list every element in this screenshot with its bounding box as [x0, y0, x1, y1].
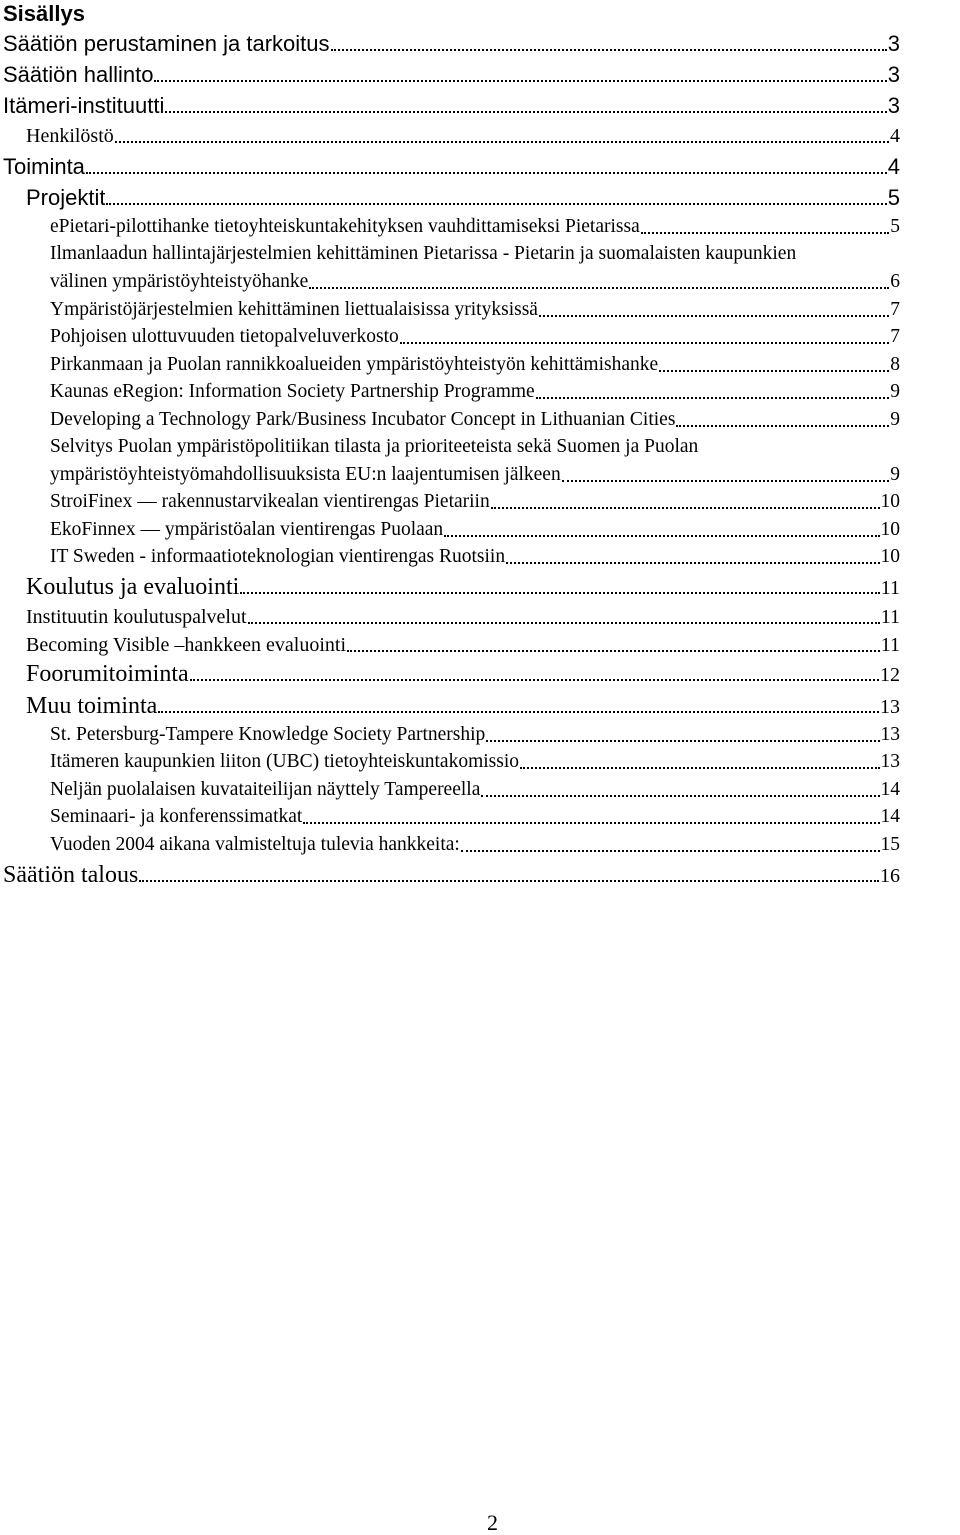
- toc-entry[interactable]: [26, 692, 900, 720]
- toc-entry-page: 13: [880, 751, 900, 772]
- toc-entry-page: 12: [880, 664, 900, 686]
- toc-entry[interactable]: [50, 296, 900, 324]
- toc-entry-page: 4: [887, 154, 900, 179]
- dot-leader: [481, 794, 879, 797]
- toc-entry-text: EkoFinnex — ympäristöalan vientirengas Puolaan: [50, 519, 444, 540]
- dot-leader: [154, 79, 886, 82]
- toc-entry-text: Projektit: [26, 185, 106, 210]
- dot-leader: [331, 48, 887, 51]
- toc-entry-text: Pohjoisen ulottuvuuden tietopalveluverkosto: [50, 326, 399, 347]
- toc-entry[interactable]: [26, 184, 900, 212]
- toc-entry-page: 13: [880, 724, 900, 745]
- toc-entry[interactable]: [50, 461, 900, 489]
- toc-entry-page: 5: [887, 185, 900, 210]
- toc-entry-text: StroiFinex — rakennustarvikealan vientirengas Pietariin: [50, 491, 490, 512]
- dot-leader: [190, 678, 879, 681]
- dot-leader: [139, 879, 879, 882]
- toc-entry-page: 15: [880, 834, 900, 855]
- toc-entry[interactable]: [26, 631, 900, 659]
- toc-entry[interactable]: [3, 30, 900, 58]
- toc-entry-text: Pirkanmaan ja Puolan rannikkoalueiden ympäristöyhteistyön kehittämishanke: [50, 354, 659, 375]
- toc-entry-text: Muu toiminta: [26, 693, 158, 719]
- dot-leader: [309, 286, 889, 289]
- toc-entry-text: IT Sweden - informaatioteknologian vientirengas Ruotsiin: [50, 546, 506, 567]
- toc-entry-page: 10: [880, 519, 900, 540]
- toc-entry[interactable]: [50, 268, 900, 296]
- toc-entry[interactable]: [3, 861, 900, 889]
- toc-entry-page: 3: [887, 93, 900, 118]
- toc-entry-page: 9: [890, 381, 900, 402]
- toc-entry[interactable]: [50, 516, 900, 544]
- toc-entry-text: ympäristöyhteistyömahdollisuuksista EU:n laajentumisen jälkeen: [50, 464, 561, 485]
- toc-entry-text: Toiminta: [3, 154, 85, 179]
- dot-leader: [461, 849, 880, 852]
- toc-entry-text: St. Petersburg-Tampere Knowledge Society Partnership: [50, 724, 486, 745]
- toc-entry-text: Säätiön hallinto: [3, 62, 154, 87]
- toc-entry-text: ePietari-pilottihanke tietoyhteiskuntakehityksen vauhdittamiseksi Pietarissa: [50, 216, 640, 237]
- toc-entry-page: 7: [890, 326, 900, 347]
- dot-leader: [562, 479, 890, 482]
- toc-entry-page: 9: [890, 409, 900, 430]
- toc-entry-text-line1: Ilmanlaadun hallintajärjestelmien kehittäminen Pietarissa - Pietarin ja suomalaisten kaupunkien: [50, 243, 797, 264]
- dot-leader: [303, 821, 879, 824]
- toc-entry-page: 11: [880, 634, 900, 656]
- toc-entry[interactable]: [50, 831, 900, 859]
- toc-entry[interactable]: [50, 776, 900, 804]
- toc-entry[interactable]: [3, 92, 900, 120]
- toc-entry-text: Säätiön talous: [3, 862, 139, 888]
- toc-entry-text: Foorumitoiminta: [26, 661, 189, 687]
- toc-entry-text: Itämeren kaupunkien liiton (UBC) tietoyhteiskuntakomissio: [50, 751, 520, 772]
- toc-entry-page: 9: [890, 464, 900, 485]
- toc-entry-page: 11: [880, 606, 900, 628]
- toc-entry-page: 5: [890, 216, 900, 237]
- dot-leader: [520, 766, 879, 769]
- dot-leader: [491, 506, 880, 509]
- toc-entry[interactable]: [50, 406, 900, 434]
- dot-leader: [248, 621, 880, 624]
- toc-entry[interactable]: [50, 378, 900, 406]
- toc-entry[interactable]: [50, 803, 900, 831]
- toc-entry[interactable]: [50, 721, 900, 749]
- dot-leader: [240, 591, 879, 594]
- toc-entry[interactable]: [26, 660, 900, 688]
- toc-entry-page: 13: [880, 696, 900, 718]
- dot-leader: [539, 314, 889, 317]
- toc-entry-text: Itämeri-instituutti: [3, 93, 165, 118]
- dot-leader: [676, 424, 889, 427]
- toc-entry[interactable]: [26, 573, 900, 601]
- toc-entry-page: 3: [887, 31, 900, 56]
- toc-entry-page: 10: [880, 546, 900, 567]
- toc-entry[interactable]: [50, 323, 900, 351]
- toc-entry-text: Becoming Visible –hankkeen evaluointi: [26, 634, 347, 656]
- dot-leader: [506, 561, 879, 564]
- toc-entry[interactable]: [26, 603, 900, 631]
- dot-leader: [115, 140, 889, 143]
- dot-leader: [536, 396, 890, 399]
- toc-entry-text: Instituutin koulutuspalvelut: [26, 606, 247, 628]
- toc-entry-page: 3: [887, 62, 900, 87]
- dot-leader: [486, 739, 879, 742]
- toc-entry[interactable]: [26, 122, 900, 150]
- toc-entry-text: Kaunas eRegion: Information Society Partnership Programme: [50, 381, 535, 402]
- toc-entry[interactable]: [3, 153, 900, 181]
- toc-entry-page: 4: [890, 125, 900, 147]
- toc-entry[interactable]: [3, 61, 900, 89]
- dot-leader: [641, 231, 889, 234]
- toc-entry-page: 14: [880, 779, 900, 800]
- toc-entry-text: välinen ympäristöyhteistyöhanke: [50, 271, 309, 292]
- dot-leader: [165, 110, 886, 113]
- toc-entry-page: 6: [890, 271, 900, 292]
- toc-entry-text: Neljän puolalaisen kuvataiteilijan näyttely Tampereella: [50, 779, 481, 800]
- toc-entry-text: Henkilöstö: [26, 125, 114, 147]
- toc-entry-page: 11: [880, 577, 900, 599]
- toc-entry-text: Säätiön perustaminen ja tarkoitus: [3, 31, 330, 56]
- toc-entry-text: Developing a Technology Park/Business Incubator Concept in Lithuanian Cities: [50, 409, 676, 430]
- toc-entry[interactable]: [50, 351, 900, 379]
- toc-entry[interactable]: [50, 488, 900, 516]
- toc-entry-text: Koulutus ja evaluointi: [26, 574, 240, 600]
- toc-entry-page: 16: [880, 865, 900, 887]
- toc-entry-text: Ympäristöjärjestelmien kehittäminen liettualaisissa yrityksissä: [50, 299, 538, 320]
- toc-entry-text: Seminaari- ja konferenssimatkat: [50, 806, 303, 827]
- toc-entry-page: 10: [880, 491, 900, 512]
- dot-leader: [400, 341, 889, 344]
- toc-entry-page: 14: [880, 806, 900, 827]
- toc-entry-page: 7: [890, 299, 900, 320]
- page-number: 2: [487, 1510, 498, 1535]
- dot-leader: [106, 202, 886, 205]
- toc-entry[interactable]: [50, 213, 900, 241]
- dot-leader: [86, 171, 887, 174]
- dot-leader: [347, 649, 880, 652]
- toc-entry-text-line1: Selvitys Puolan ympäristöpolitiikan tilasta ja prioriteeteista sekä Suomen ja Puolan: [50, 436, 699, 457]
- toc-entry-page: 8: [890, 354, 900, 375]
- toc-entry[interactable]: [50, 543, 900, 571]
- toc-title: Sisällys: [3, 1, 85, 26]
- dot-leader: [444, 534, 879, 537]
- toc-entry[interactable]: [50, 748, 900, 776]
- dot-leader: [659, 369, 889, 372]
- toc-entry-text: Vuoden 2004 aikana valmisteltuja tulevia hankkeita:: [50, 834, 460, 855]
- dot-leader: [158, 710, 879, 713]
